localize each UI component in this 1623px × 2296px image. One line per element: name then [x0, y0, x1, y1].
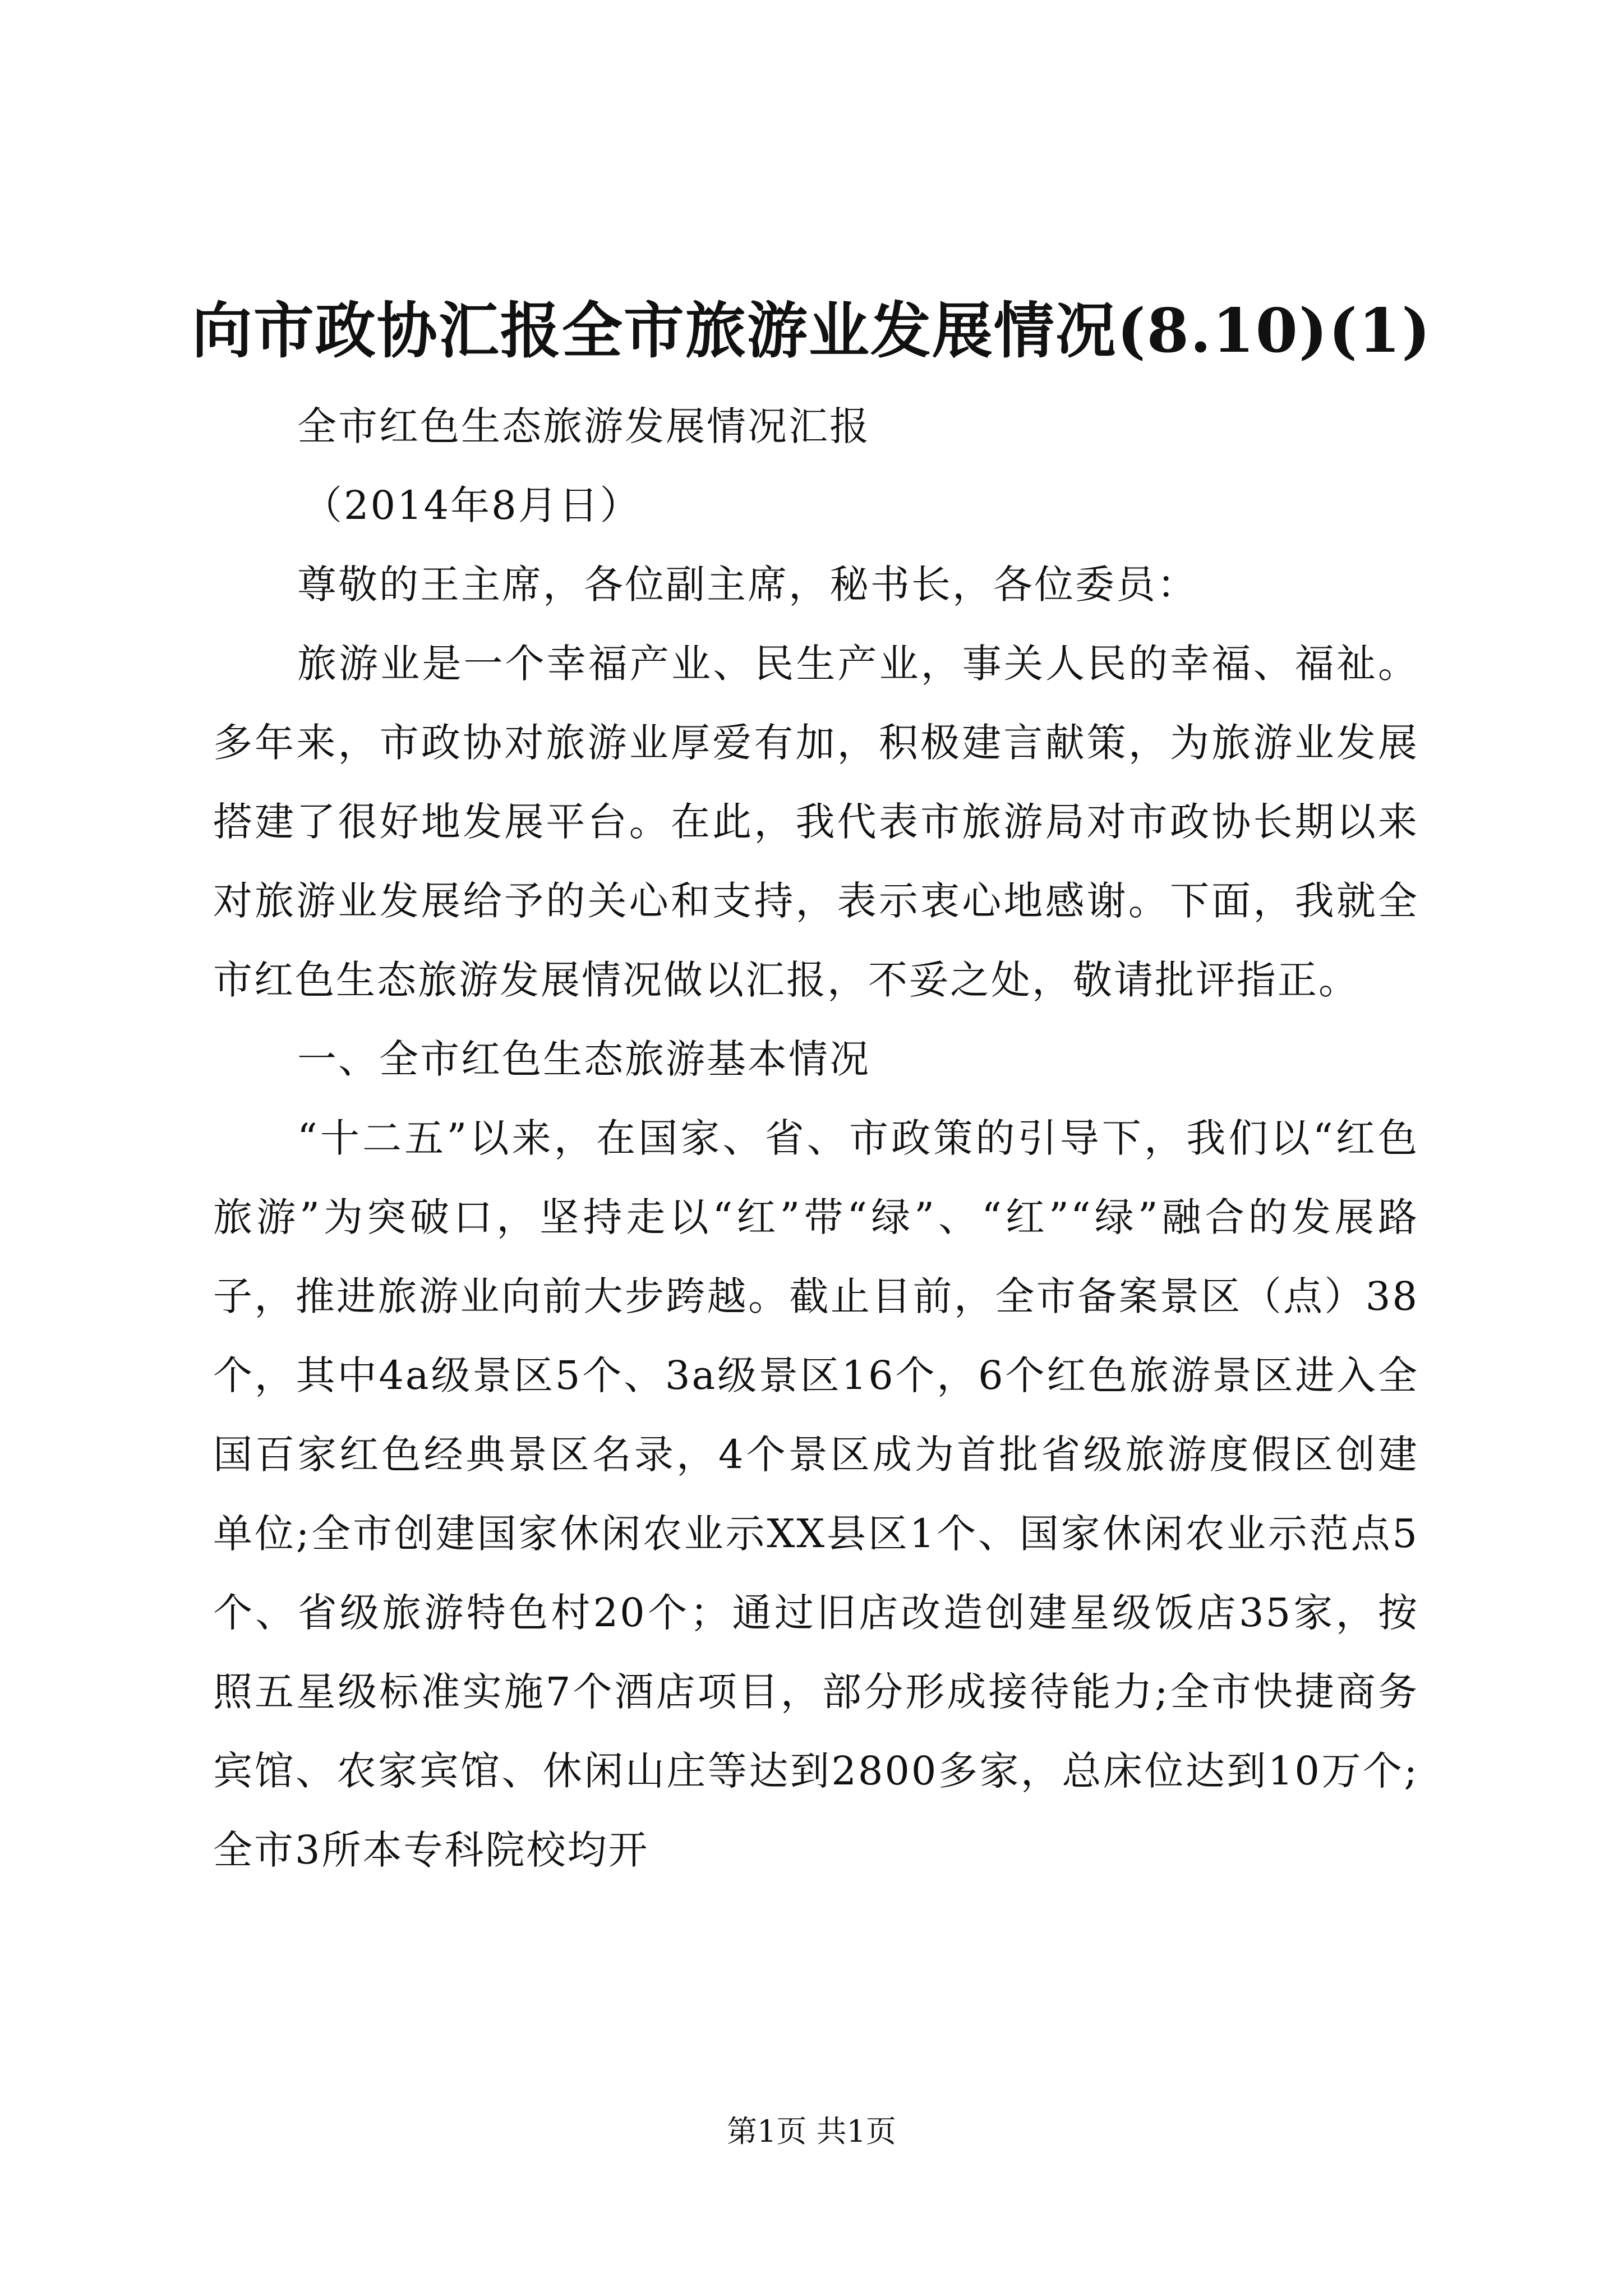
salutation: 尊敬的王主席，各位副主席，秘书长，各位委员： — [297, 562, 1198, 608]
intro-paragraph: 旅游业是一个幸福产业、民生产业，事关人民的幸福、福祉。多年来，市政协对旅游业厚爱有加，积极建言献策，为旅游业发展搭建了很好地发展平台。在此，我代表市旅游局对市政协长期以来对旅游业发展给予的关心和支持，表示衷心地感谢。下面，我就全市红色生态旅游发展情况做以汇报，不妥之处，敬请批评指正。 — [213, 641, 1419, 1003]
report-date: （2014年8月日） — [303, 482, 641, 528]
section-1-paragraph: “十二五”以来，在国家、省、市政策的引导下，我们以“红色旅游”为突破口，坚持走以“红”带“绿”、“红”“绿”融合的发展路子，推进旅游业向前大步跨越。截止目前，全市备案景区（点）38个，其中4a级景区5个、3a级景区16个，6个红色旅游景区进入全国百家红色经典景区名录，4个景区成为首批省级旅游度假区创建单位;全市创建国家休闲农业示XX县区1个、国家休闲农业示范点5个、省级旅游特色村20个；通过旧店改造创建星级饭店35家，按照五星级标准实施7个酒店项目，部分形成接待能力;全市快捷商务宾馆、农家宾馆、休闲山庄等达到2800多家，总床位达到10万个;全市3所本专科院校均开 — [213, 1115, 1419, 1873]
report-subtitle: 全市红色生态旅游发展情况汇报 — [297, 403, 870, 449]
document-title: 向市政协汇报全市旅游业发展情况(8.10)(1) — [191, 296, 1432, 366]
page-footer: 第1页 共1页 — [727, 2114, 896, 2149]
document-body — [213, 387, 1419, 1890]
section-heading-1: 一、全市红色生态旅游基本情况 — [297, 1036, 870, 1082]
